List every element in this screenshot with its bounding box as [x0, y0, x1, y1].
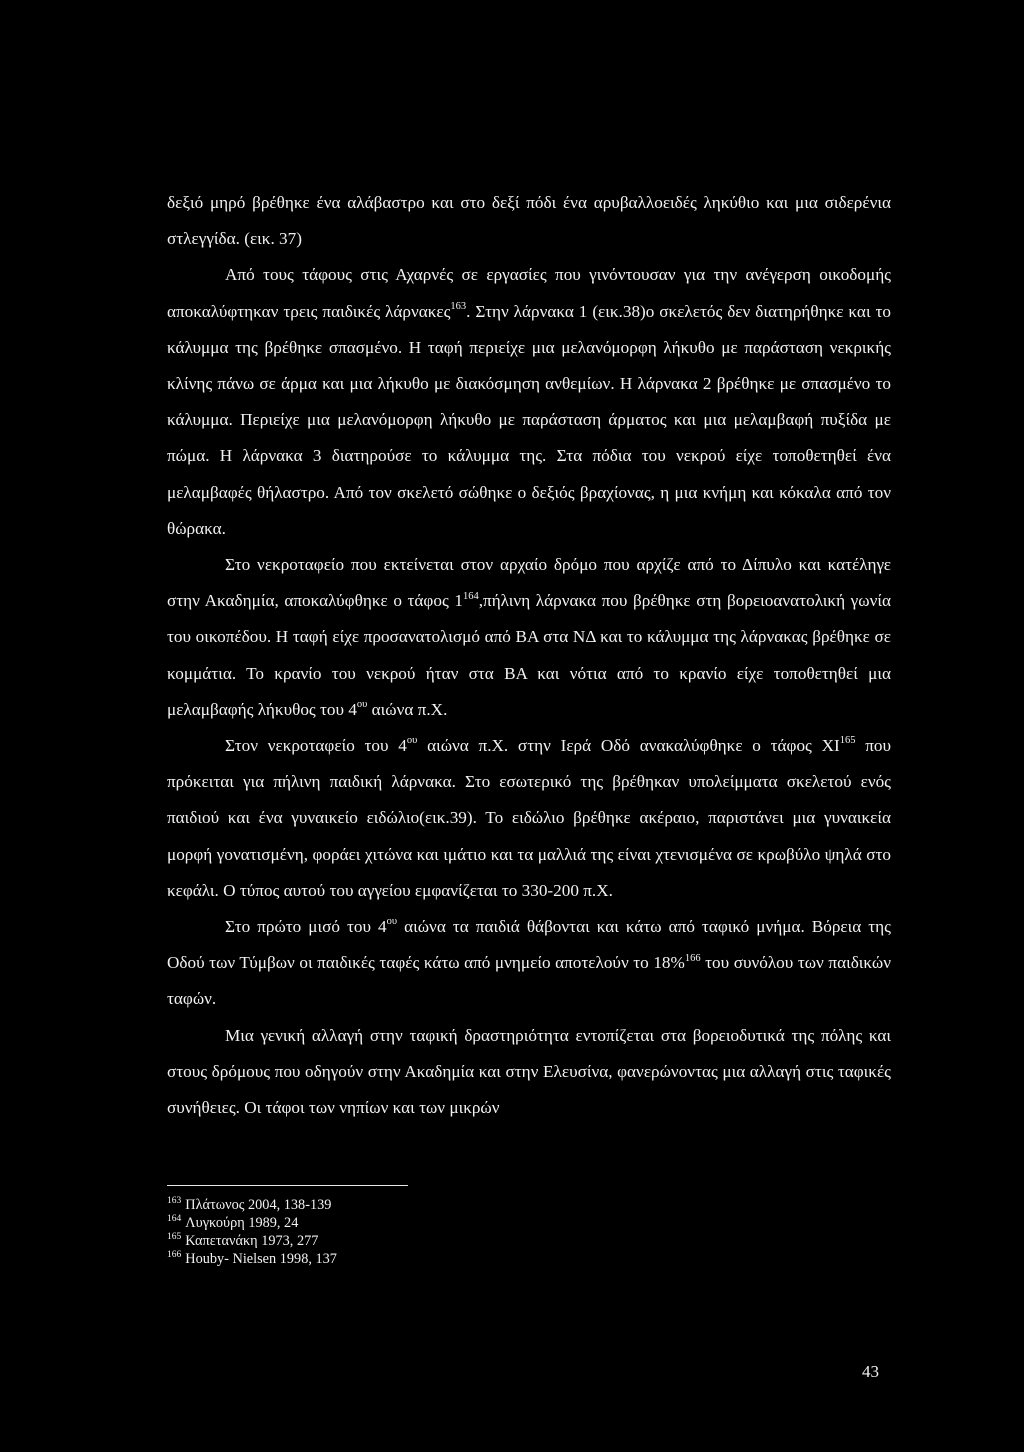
paragraph-text: Από τους τάφους στις Αχαρνές σε εργασίες που γινόντουσαν για την ανέγερση οικοδομής αποκαλύφτηκαν τρεις παιδικές λάρνακες — [167, 265, 891, 321]
footnote-reference: 163 — [450, 300, 467, 312]
footnote-item — [167, 1196, 667, 1214]
paragraph-text: Στο πρώτο μισό του 4 — [225, 917, 387, 937]
paragraph-text: Στον νεκροταφείο του 4 — [225, 736, 407, 756]
footnote-separator — [167, 1185, 408, 1186]
footnote-item — [167, 1232, 667, 1250]
footnote-reference: 164 — [462, 590, 479, 602]
footnote-text: Πλάτωνος 2004, 138-139 — [185, 1197, 332, 1213]
footnote-reference: ου — [356, 699, 368, 711]
paragraph — [167, 909, 891, 1018]
footnotes — [167, 1196, 667, 1268]
footnote-reference: ου — [406, 735, 418, 747]
footnote-item — [167, 1214, 667, 1232]
paragraph — [167, 185, 891, 257]
paragraph-text: Μια γενική αλλαγή στην ταφική δραστηριότητα εντοπίζεται στα βορειοδυτικά της πόλης και στους δρόμους που οδηγούν στην Ακαδημία και στην Ελευσίνα, φανερώνοντας μια αλλαγή στις ταφικές συνήθειες. Οι τάφοι των νηπίων και των μικρών — [167, 1025, 891, 1118]
paragraph-text: ,πήλινη λάρνακα που βρέθηκε στη βορειοανατολική γωνία του οικοπέδου. Η ταφή είχε προσανατολισμό από ΒΑ στα ΝΔ και το κάλυμμα της λάρνακας βρέθηκε σε κομμάτια. Το κρανίο του νεκρού ήταν στα ΒΑ και νότια από το κρανίο είχε τοποθετηθεί μια μελαμβαφής λήκυθος του 4 — [167, 591, 891, 719]
footnote-number: 164 — [167, 1214, 182, 1225]
footnote-reference: 165 — [839, 735, 856, 747]
paragraph-text: αιώνα π.Χ. στην Ιερά Οδό ανακαλύφθηκε ο τάφος ΧΙ — [417, 736, 840, 756]
footnote-reference: ου — [386, 916, 398, 928]
footnote-text: Καπετανάκη 1973, 277 — [185, 1233, 319, 1249]
footnote-reference: 166 — [684, 952, 701, 964]
footnote-number: 163 — [167, 1196, 182, 1207]
footnote-number: 165 — [167, 1232, 182, 1243]
paragraph-text: που πρόκειται για πήλινη παιδική λάρνακα. Στο εσωτερικό της βρέθηκαν υπολείμματα σκελετού ενός παιδιού και ένα γυναικείο ειδώλιο(εικ.39). Το ειδώλιο βρέθηκε ακέραιο, παριστάνει μια γυναικεία μορφή γονατισμένη, φοράει χιτώνα και ιμάτιο και τα μαλλιά της είναι χτενισμένα σε κρωβύλο ψηλά στο κεφάλι. Ο τύπος αυτού του αγγείου εμφανίζεται το 330-200 π.Χ. — [167, 736, 891, 900]
body-text — [167, 185, 891, 1126]
paragraph — [167, 257, 891, 547]
paragraph-text: Στο νεκροταφείο που εκτείνεται στον αρχαίο δρόμο που αρχίζε από το Δίπυλο και κατέληγε στην Ακαδημία, αποκαλύφθηκε ο τάφος 1 — [167, 555, 891, 611]
footnote-number: 166 — [167, 1250, 182, 1261]
paragraph — [167, 547, 891, 728]
footnote-text: Houby- Nielsen 1998, 137 — [185, 1251, 337, 1267]
paragraph-text: αιώνα π.Χ. — [367, 699, 448, 719]
paragraph-text: αιώνα τα παιδιά θάβονται και κάτω από ταφικό μνήμα. Βόρεια της Οδού των Τύμβων οι παιδικές ταφές κάτω από μνημείο αποτελούν το 18% — [167, 917, 891, 973]
paragraph — [167, 1018, 891, 1127]
paragraph-text: δεξιό μηρό βρέθηκε ένα αλάβαστρο και στο δεξί πόδι ένα αρυβαλλοειδές ληκύθιο και μια σιδερένια στλεγγίδα. (εικ. 37) — [167, 193, 891, 249]
paragraph-text: του συνόλου των παιδικών ταφών. — [167, 953, 892, 1009]
footnote-text: Λυγκούρη 1989, 24 — [185, 1215, 299, 1231]
paragraph — [167, 728, 891, 909]
paragraph-text: . Στην λάρνακα 1 (εικ.38)ο σκελετός δεν διατηρήθηκε και το κάλυμμα της βρέθηκε σπασμένο. Η ταφή περιείχε μια μελανόμορφη λήκυθο με παράσταση νεκρικής κλίνης πάνω σε άρμα και μια λήκυθο με διακόσμηση ανθεμίων. Η λάρνακα 2 βρέθηκε με σπασμένο το κάλυμμα. Περιείχε μια μελανόμορφη λήκυθο με παράσταση άρματος και μια μελαμβαφή πυξίδα με πώμα. Η λάρνακα 3 διατηρούσε το κάλυμμα της. Στα πόδια του νεκρού είχε τοποθετηθεί ένα μελαμβαφές θήλαστρο. Από τον σκελετό σώθηκε ο δεξιός βραχίονας, η μια κνήμη και κόκαλα από τον θώρακα. — [167, 301, 891, 538]
footnote-item — [167, 1250, 667, 1268]
page-number: 43 — [862, 1362, 879, 1381]
